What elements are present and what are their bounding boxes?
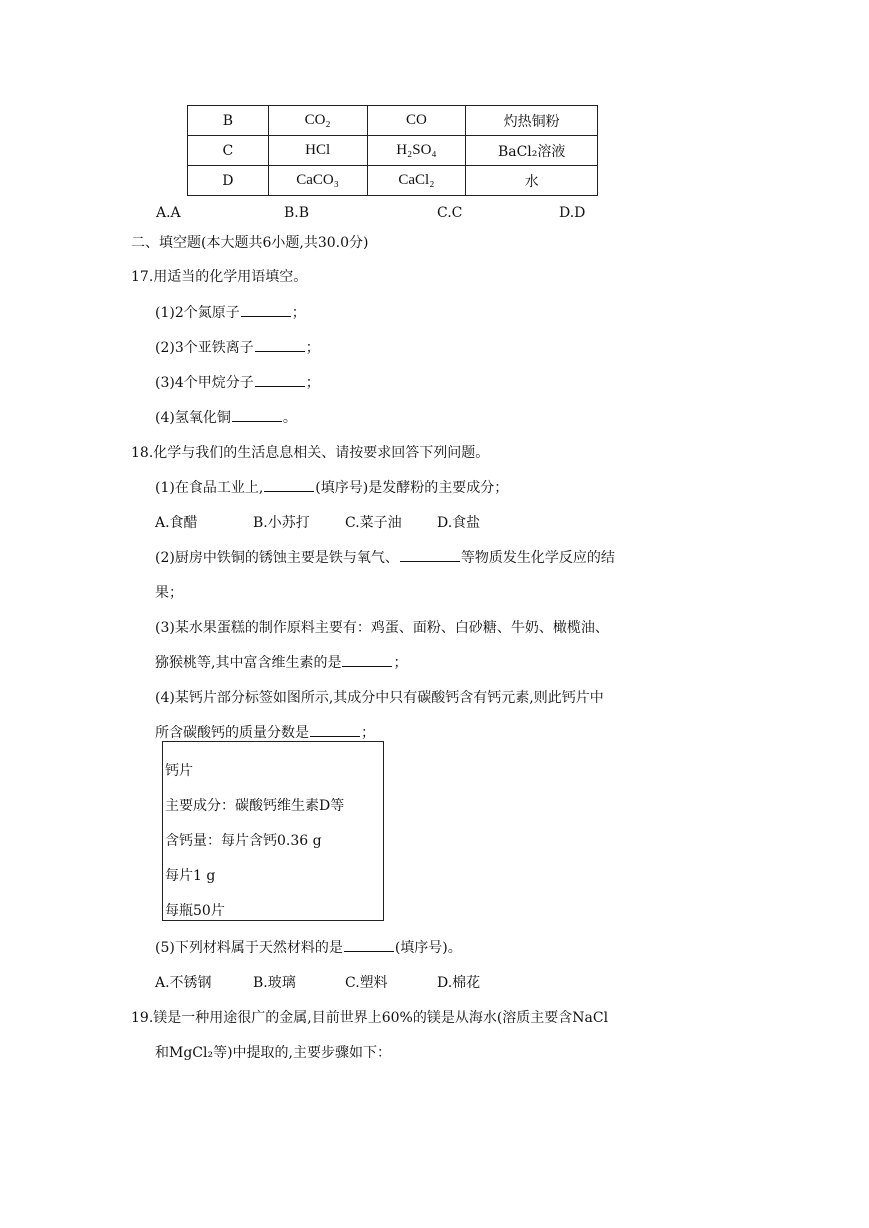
q18-part-3-line1: (3)某水果蛋糕的制作原料主要有：鸡蛋、面粉、白砂糖、牛奶、橄榄油、 <box>155 620 609 636</box>
answer-blank[interactable] <box>342 652 392 667</box>
answer-blank[interactable] <box>344 937 394 952</box>
q18-part-1-end: (填序号)是发酵粉的主要成分； <box>315 480 509 496</box>
q18-p5-option-d: D.棉花 <box>437 975 481 991</box>
q18-part-2 <box>155 547 615 567</box>
q18-part-3-end: ； <box>393 655 408 671</box>
q18-part-4-text: 所含碳酸钙的质量分数是 <box>155 725 309 741</box>
label-line: 钙片 <box>165 763 193 779</box>
q18-stem: 18.化学与我们的生活息息相关、请按要求回答下列问题。 <box>131 445 490 461</box>
row-label: C <box>188 136 269 166</box>
q18-p1-option-a: A.食醋 <box>155 515 198 531</box>
q18-part-5-text: (5)下列材料属于天然材料的是 <box>155 940 343 956</box>
label-line: 每片1 g <box>165 868 216 884</box>
reagent-cell: 灼热铜粉 <box>466 106 598 136</box>
q17-item-3 <box>155 372 320 392</box>
substance-cell: HCl <box>268 136 367 166</box>
table-row <box>188 106 598 136</box>
choice-a: A.A <box>156 205 181 221</box>
q17-item-4-end: 。 <box>282 410 297 426</box>
label-line: 含钙量：每片含钙0.36 g <box>165 833 322 849</box>
answer-blank[interactable] <box>310 722 360 737</box>
q17-item-3-end: ； <box>305 375 320 391</box>
q17-item-1-end: ； <box>291 305 306 321</box>
q17-item-1-text: (1)2个氮原子 <box>155 305 240 321</box>
q17-item-4 <box>155 407 297 427</box>
q18-part-1-text: (1)在食品工业上, <box>155 480 264 496</box>
q17-item-2-text: (2)3个亚铁离子 <box>155 340 254 356</box>
answer-blank[interactable] <box>264 477 314 492</box>
options-table <box>187 105 598 196</box>
q18-part-2-text: (2)厨房中铁铜的锈蚀主要是铁与氧气、 <box>155 550 399 566</box>
choice-d: D.D <box>559 205 586 221</box>
q18-part-1 <box>155 477 508 497</box>
label-line: 每瓶50片 <box>165 903 225 919</box>
impurity-cell: CaCl₂ <box>367 166 466 196</box>
q17-item-1 <box>155 302 306 322</box>
answer-blank[interactable] <box>400 547 460 562</box>
q18-p1-option-c: C.菜子油 <box>345 515 402 531</box>
q17-item-3-text: (3)4个甲烷分子 <box>155 375 254 391</box>
impurity-cell: CO <box>367 106 466 136</box>
section-title: 二、填空题(本大题共6小题,共30.0分) <box>131 235 369 251</box>
q18-part-5-end: (填序号)。 <box>394 940 462 956</box>
answer-blank[interactable] <box>241 302 291 317</box>
substance-cell: CO₂ <box>268 106 367 136</box>
answer-blank[interactable] <box>255 372 305 387</box>
answer-blank[interactable] <box>232 407 282 422</box>
answer-blank[interactable] <box>255 337 305 352</box>
choice-c: C.C <box>437 205 463 221</box>
q18-p5-option-c: C.塑料 <box>345 975 388 991</box>
q18-part-4-end: ； <box>361 725 375 741</box>
reagent-cell: BaCl₂溶液 <box>466 136 598 166</box>
row-label: B <box>188 106 269 136</box>
impurity-cell: H₂SO₄ <box>367 136 466 166</box>
q18-part-4-line1: (4)某钙片部分标签如图所示,其成分中只有碳酸钙含有钙元素,则此钙片中 <box>155 690 604 706</box>
q19-line2: 和MgCl₂等)中提取的,主要步骤如下： <box>155 1045 392 1061</box>
q18-p5-option-a: A.不锈钢 <box>155 975 212 991</box>
label-line: 主要成分：碳酸钙维生素D等 <box>165 798 345 814</box>
q18-part-2-end: 等物质发生化学反应的结 <box>460 550 615 566</box>
tablet-label-box <box>162 741 384 921</box>
q18-part-5 <box>155 937 462 957</box>
substance-cell: CaCO₃ <box>268 166 367 196</box>
row-label: D <box>188 166 269 196</box>
reagent-cell: 水 <box>466 166 598 196</box>
q19-line1: 19.镁是一种用途很广的金属,目前世界上60%的镁是从海水(溶质主要含NaCl <box>131 1010 609 1026</box>
q18-p5-option-b: B.玻璃 <box>253 975 296 991</box>
q17-item-4-text: (4)氢氧化铜 <box>155 410 231 426</box>
q18-p1-option-b: B.小苏打 <box>253 515 310 531</box>
q18-part-2-cont: 果； <box>155 585 183 601</box>
q17-item-2-end: ； <box>305 340 320 356</box>
q18-part-3-line2 <box>155 652 407 672</box>
table-row <box>188 136 598 166</box>
table-row <box>188 166 598 196</box>
q18-part-4-line2 <box>155 722 375 742</box>
choice-b: B.B <box>284 205 310 221</box>
q17-stem: 17.用适当的化学用语填空。 <box>131 269 308 285</box>
q18-part-3-text: 猕猴桃等,其中富含维生素的是 <box>155 655 342 671</box>
q18-p1-option-d: D.食盐 <box>437 515 481 531</box>
q17-item-2 <box>155 337 320 357</box>
